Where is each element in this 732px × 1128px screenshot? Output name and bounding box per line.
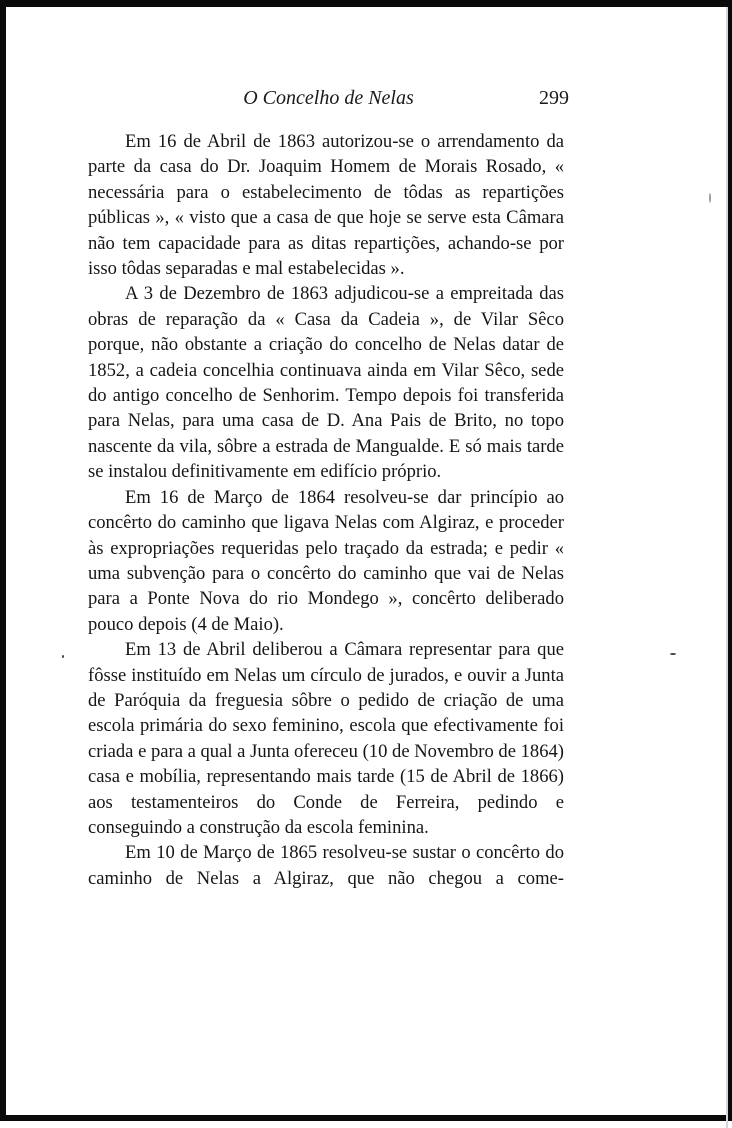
running-title: O Concelho de Nelas — [243, 87, 414, 109]
paragraph-5: Em 10 de Março de 1865 resolveu-se sustar o concêrto do caminho de Nelas a Algiraz, que não chegou a come- — [88, 842, 564, 889]
paragraph-3: Em 16 de Março de 1864 resolveu-se dar princípio ao concêrto do caminho que ligava Nelas com Algiraz, e proceder às expropriações requeridas pelo traçado da estrada; e pedir « uma subvenção para o concêrto do caminho que vai de Nelas para a Ponte Nova do rio Mondego », concêrto deliberado pouco depois (4 de Maio). — [88, 486, 564, 635]
scan-mark — [726, 7, 728, 1128]
scan-speck — [670, 653, 676, 655]
scan-speck — [62, 655, 64, 658]
page-header — [88, 85, 569, 113]
paragraph-2: A 3 de Dezembro de 1863 adjudicou-se a empreitada das obras de reparação da « Casa da Cadeia », de Vilar Sêco porque, não obstante a criação do concelho de Nelas datar de 1852, a cadeia concelhia continuava ainda em Vilar Sêco, sede do antigo concelho de Senhorim. Tempo depois foi transferida para Nelas, para uma casa de D. Ana Pais de Brito, no topo nascente da vila, sôbre a estrada de Mangualde. E só mais tarde se instalou definitivamente em edifício próprio. — [88, 283, 564, 483]
scan-speck — [709, 193, 711, 203]
page-number: 299 — [539, 87, 569, 109]
body-text — [88, 129, 564, 891]
paragraph-4: Em 13 de Abril deliberou a Câmara representar para que fôsse instituído em Nelas um círculo de jurados, e ouvir a Junta de Paróquia da freguesia sôbre o pedido de criação de uma escola primária do sexo feminino, escola que efectivamente foi criada e para a qual a Junta ofereceu (10 de Novembro de 1864) casa e mobília, representando mais tarde (15 de Abril de 1866) aos testamenteiros do Conde de Ferreira, pedindo e conseguindo a construção da escola feminina. — [88, 639, 564, 838]
paragraph-1: Em 16 de Abril de 1863 autorizou-se o arrendamento da parte da casa do Dr. Joaquim Homem de Morais Rosado, « necessária para o estabelecimento de tôdas as repartições públicas », « visto que a casa de que hoje se serve esta Câmara não tem capacidade para as ditas repartições, achando-se por isso tôdas separadas e mal estabelecidas ». — [88, 131, 564, 280]
